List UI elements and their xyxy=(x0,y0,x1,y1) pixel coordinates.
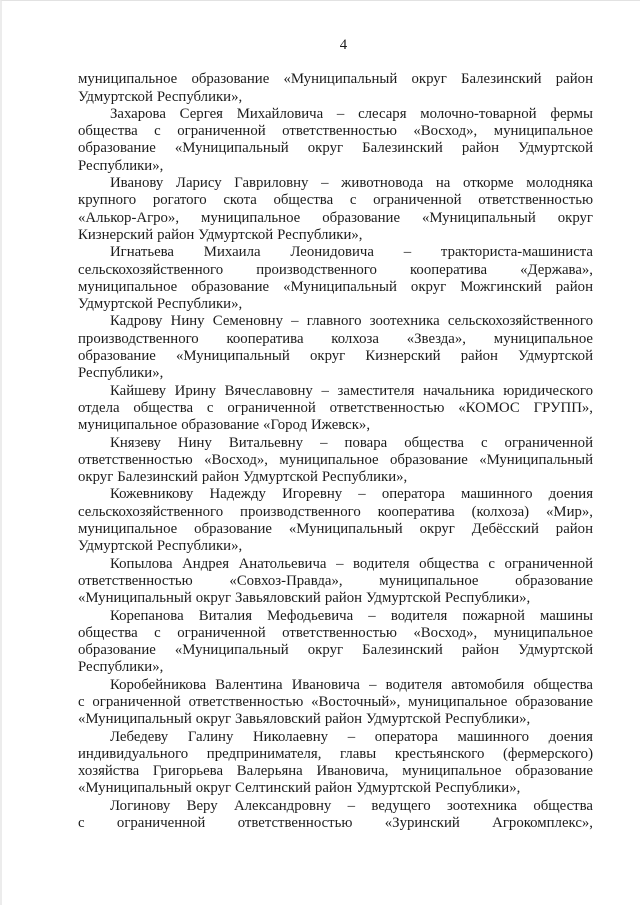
text-line: Князеву Нину Витальевну – повара общества с ограниченной xyxy=(110,434,593,451)
text-line: образование «Муниципальный округ Кизнерский район Удмуртской xyxy=(78,348,593,365)
text-line: «Муниципальный округ Селтинский район Удмуртской Республики», xyxy=(78,780,521,797)
text-line: образование «Муниципальный округ Балезинский район Удмуртской xyxy=(78,642,593,659)
paragraph xyxy=(78,556,593,608)
text-line: Республики», xyxy=(78,157,164,174)
paragraph xyxy=(78,244,593,313)
page-number: 4 xyxy=(339,37,348,53)
text-line: Коробейникова Валентина Ивановича – водителя автомобиля общества xyxy=(110,676,593,693)
text-line: Игнатьева Михаила Леонидовича – тракториста-машиниста xyxy=(110,244,593,261)
text-line: Удмуртской Республики», xyxy=(78,88,243,105)
paragraph xyxy=(78,383,593,435)
text-line: Республики», xyxy=(78,659,164,676)
paragraph xyxy=(78,677,593,729)
paragraph xyxy=(78,486,593,555)
paragraph xyxy=(78,798,593,833)
text-line: Кожевникову Надежду Игоревну – оператора машинного доения xyxy=(110,486,593,503)
text-line: Логинову Веру Александровну – ведущего зоотехника общества xyxy=(110,797,593,814)
text-line: Кайшеву Ирину Вячеславовну – заместителя начальника юридического xyxy=(110,382,593,399)
text-line: муниципальное образование «Муниципальный округ Балезинский район xyxy=(78,71,593,88)
text-line: Кадрову Нину Семеновну – главного зоотехника сельскохозяйственного xyxy=(110,313,593,330)
document-body xyxy=(78,71,593,832)
text-line: Копылова Андрея Анатольевича – водителя общества с ограниченной xyxy=(110,555,593,572)
text-line: ответственностью «Совхоз-Правда», муниципальное образование xyxy=(78,572,593,589)
text-line: муниципальное образование «Муниципальный округ Дебёсский район xyxy=(78,521,593,538)
text-line: Иванову Ларису Гавриловну – животновода на откорме молодняка xyxy=(110,175,593,192)
paragraph xyxy=(78,175,593,244)
text-line: ответственностью «Восход», муниципальное образование «Муниципальный xyxy=(78,451,593,468)
paragraph xyxy=(78,313,593,382)
text-line: Корепанова Виталия Мефодьевича – водителя пожарной машины xyxy=(110,607,593,624)
text-line: с ограниченной ответственностью «Зуринский Агрокомплекс», xyxy=(78,815,593,832)
paragraph xyxy=(78,71,593,106)
paragraph xyxy=(78,729,593,798)
paragraph xyxy=(78,435,593,487)
text-line: Захарова Сергея Михайловича – слесаря молочно-товарной фермы xyxy=(110,105,593,122)
text-line: сельскохозяйственного производственного кооператива (колхоза) «Мир», xyxy=(78,503,593,520)
text-line: Кизнерский район Удмуртской Республики», xyxy=(78,226,363,243)
text-line: отдела общества с ограниченной ответственностью «КОМОС ГРУПП», xyxy=(78,399,593,416)
paragraph xyxy=(78,608,593,677)
text-line: «Алькор-Агро», муниципальное образование «Муниципальный округ xyxy=(78,209,593,226)
text-line: муниципальное образование «Муниципальный округ Можгинский район xyxy=(78,278,593,295)
text-line: сельскохозяйственного производственного кооператива «Держава», xyxy=(78,261,593,278)
text-line: округ Балезинский район Удмуртской Республики», xyxy=(78,469,408,486)
paragraph xyxy=(78,106,593,175)
text-line: с ограниченной ответственностью «Восточный», муниципальное образование xyxy=(78,693,593,710)
text-line: производственного кооператива колхоза «Звезда», муниципальное xyxy=(78,330,593,347)
text-line: муниципальное образование «Город Ижевск», xyxy=(78,417,371,434)
text-line: индивидуального предпринимателя, главы крестьянского (фермерского) xyxy=(78,745,593,762)
text-line: общества с ограниченной ответственностью «Восход», муниципальное xyxy=(78,624,593,641)
text-line: Лебедеву Галину Николаевну – оператора машинного доения xyxy=(110,728,593,745)
text-line: Удмуртской Республики», xyxy=(78,296,243,313)
text-line: Удмуртской Республики», xyxy=(78,538,243,555)
text-line: хозяйства Григорьева Валерьяна Ивановича, муниципальное образование xyxy=(78,763,593,780)
text-line: Республики», xyxy=(78,365,164,382)
text-line: образование «Муниципальный округ Балезинский район Удмуртской xyxy=(78,140,593,157)
text-line: крупного рогатого скота общества с ограниченной ответственностью xyxy=(78,192,593,209)
text-line: «Муниципальный округ Завьяловский район Удмуртской Республики», xyxy=(78,590,531,607)
text-line: общества с ограниченной ответственностью «Восход», муниципальное xyxy=(78,123,593,140)
text-column xyxy=(2,37,640,832)
text-line: «Муниципальный округ Завьяловский район Удмуртской Республики», xyxy=(78,711,531,728)
